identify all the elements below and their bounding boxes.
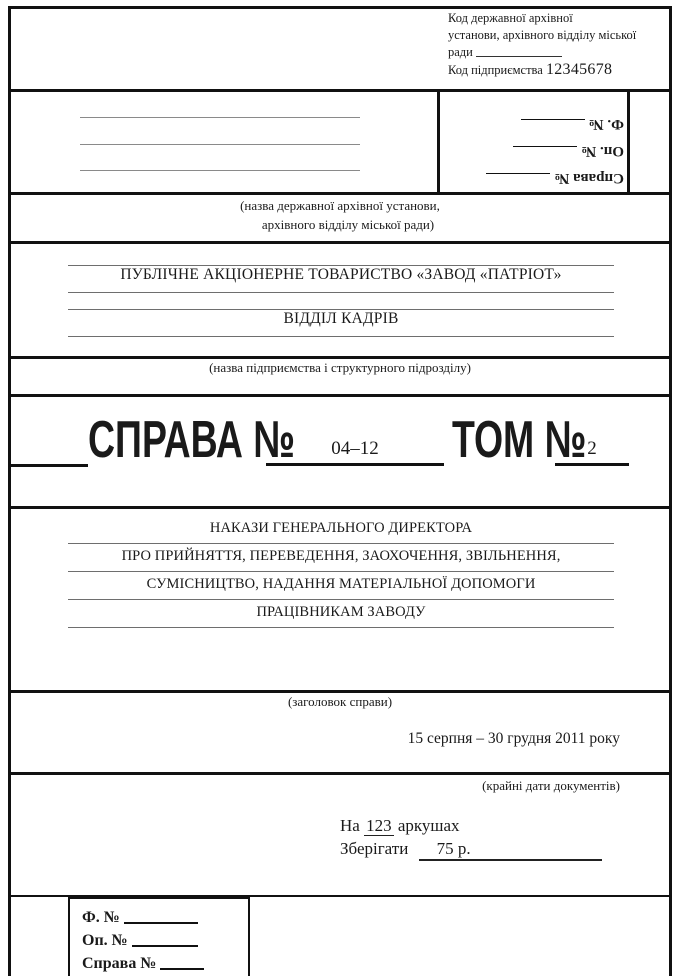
vertical-separator (437, 92, 440, 192)
archive-code-block (448, 10, 660, 79)
organization-caption: (назва підприємства і структурного підрозділу) (209, 360, 471, 375)
stamp-top-case-field[interactable] (486, 173, 550, 184)
archive-blank-lines (8, 92, 437, 192)
enterprise-code-row (448, 61, 660, 79)
archive-stamp-box-bottom (68, 897, 250, 976)
archive-blank-line-1[interactable] (80, 117, 360, 118)
sheets-count[interactable]: 123 (366, 816, 392, 835)
sheets-prefix: На (340, 816, 360, 835)
rule-below-archive-caption (8, 241, 672, 244)
stamp-top-fond-label: Ф. № (588, 116, 624, 132)
archive-marks-row (8, 92, 672, 192)
stamp-bottom-case-label: Справа № (82, 955, 157, 972)
case-title-line-4: ПРАЦІВНИКАМ ЗАВОДУ (68, 600, 614, 628)
archive-stamp-rotated-inner (448, 92, 630, 192)
stamp-top-inventory-row (513, 142, 624, 159)
organization-block (8, 245, 672, 353)
archive-code-label-line3 (448, 44, 660, 61)
case-heading-left-stub (10, 464, 88, 467)
archive-code-label-line2: установи, архівного відділу міської (448, 28, 637, 42)
stamp-top-fond-field[interactable] (521, 119, 585, 130)
archive-blank-line-2[interactable] (80, 144, 360, 145)
archive-code-label-line3-text: ради (448, 45, 473, 59)
volume-number-value[interactable]: 2 (555, 438, 629, 466)
archive-blank-line-3[interactable] (80, 170, 360, 171)
sheets-row (340, 812, 460, 839)
storage-row (340, 839, 602, 861)
rule-below-archive-marks (8, 192, 672, 195)
stamp-bottom-inventory-field[interactable] (132, 933, 198, 947)
case-title-line-2: ПРО ПРИЙНЯТТЯ, ПЕРЕВЕДЕННЯ, ЗАОХОЧЕННЯ, ЗВІЛЬНЕННЯ, (68, 544, 614, 572)
volume-word: ТОМ № (452, 411, 587, 469)
enterprise-code-label: Код підприємства (448, 63, 543, 77)
stamp-bottom-case-row (82, 952, 248, 975)
stamp-bottom-case-field[interactable] (160, 956, 204, 970)
stamp-bottom-fond-label: Ф. № (82, 909, 120, 926)
stamp-bottom-fond-row (82, 906, 248, 929)
enterprise-name: ПУБЛІЧНЕ АКЦІОНЕРНЕ ТОВАРИСТВО «ЗАВОД «ПАТРІОТ» (68, 265, 614, 293)
case-heading-block (8, 398, 672, 503)
archive-caption (8, 196, 672, 234)
rule-below-case-heading (8, 506, 672, 509)
archive-caption-line2: архівного відділу міської ради) (261, 217, 435, 232)
case-number-value[interactable]: 04–12 (266, 438, 444, 466)
case-title-line-1: НАКАЗИ ГЕНЕРАЛЬНОГО ДИРЕКТОРА (68, 516, 614, 544)
storage-term[interactable]: 75 р. (419, 839, 602, 861)
rule-below-dates (8, 772, 672, 775)
rule-above-case-heading (8, 394, 672, 397)
storage-label: Зберігати (340, 839, 409, 858)
case-title-caption: (заголовок справи) (287, 694, 393, 709)
case-word: СПРАВА № (88, 411, 296, 469)
stamp-bottom-inventory-label: Оп. № (82, 932, 128, 949)
stamp-top-fond-row (521, 115, 624, 132)
enterprise-code-value: 12345678 (545, 61, 613, 78)
stamp-top-inventory-label: Оп. № (581, 143, 624, 159)
stamp-top-case-row (486, 169, 624, 186)
subdivision-name: ВІДДІЛ КАДРІВ (68, 309, 614, 337)
archive-code-label-line1: Код державної архівної (448, 11, 573, 25)
extreme-dates-value: 15 серпня – 30 грудня 2011 року (407, 730, 620, 747)
stamp-bottom-fond-field[interactable] (124, 910, 198, 924)
rule-below-case-title (8, 690, 672, 693)
sheets-suffix: аркушах (397, 816, 460, 835)
archive-stamp-box-rotated (448, 92, 630, 192)
stamp-top-case-label: Справа № (554, 170, 624, 186)
case-title-block (8, 512, 672, 638)
extreme-dates-caption: (крайні дати документів) (482, 778, 620, 793)
archive-caption-line1: (назва державної архівної установи, (240, 198, 440, 213)
rule-below-organization (8, 356, 672, 359)
stamp-top-inventory-field[interactable] (513, 146, 577, 157)
case-title-line-3: СУМІСНИЦТВО, НАДАННЯ МАТЕРІАЛЬНОЇ ДОПОМОГИ (68, 572, 614, 600)
stamp-bottom-inventory-row (82, 929, 248, 952)
archive-code-blank-field[interactable] (476, 45, 562, 57)
